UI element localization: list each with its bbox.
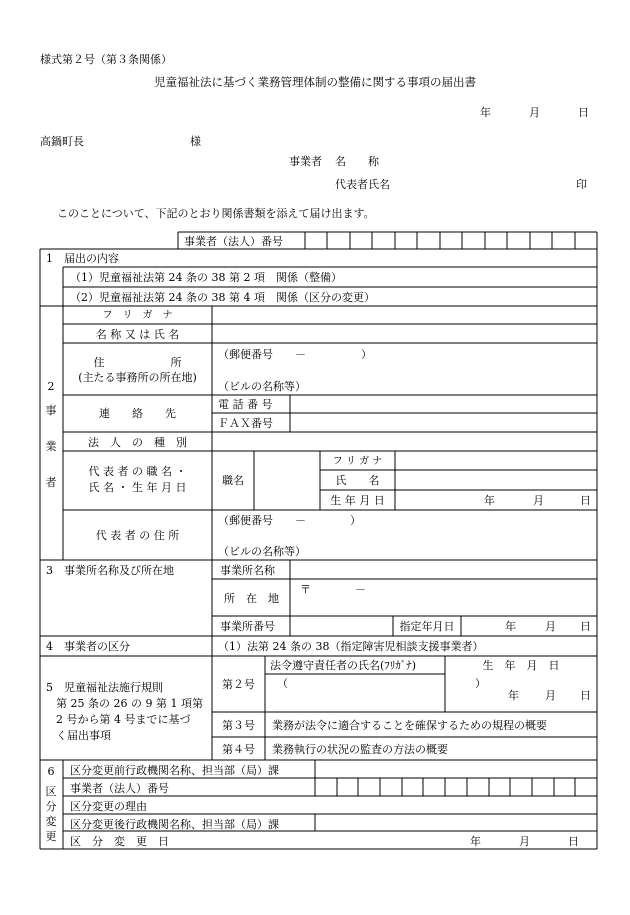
section2-char3: 者 bbox=[45, 476, 57, 489]
section2-number: 2 bbox=[47, 380, 55, 393]
address-label: 住 所 bbox=[93, 356, 182, 369]
date-month: 月 bbox=[529, 106, 540, 119]
officer-name-paren: （ ） bbox=[277, 677, 486, 690]
form-title: 児童福祉法に基づく業務管理体制の整備に関する事項の届出書 bbox=[154, 75, 476, 89]
item-no4-label: 第４号 bbox=[222, 743, 255, 756]
address-sublabel: (主たる事務所の所在地) bbox=[78, 371, 197, 384]
section6-row4: 区分変更後行政機関名称、担当部（局）課 bbox=[70, 818, 279, 831]
section1-item1: （1）児童福祉法第 24 条の 38 第 2 項 関係（整備） bbox=[70, 271, 342, 284]
rep-furigana-label: フ リ ガ ナ bbox=[332, 456, 383, 467]
rep-building-field: （ビルの名称等） bbox=[218, 545, 306, 558]
section6-number: 6 bbox=[47, 765, 55, 778]
tel-label: 電 話 番 号 bbox=[218, 398, 273, 411]
section5-title-line2: 第 25 条の 26 の 9 第 1 項第 bbox=[56, 697, 203, 710]
section4-title: 4 事業者の区分 bbox=[46, 640, 130, 653]
officer-birth-month: 月 bbox=[545, 689, 556, 702]
section6-row2: 事業者（法人）番号 bbox=[70, 782, 169, 795]
item-no2-label: 第２号 bbox=[222, 678, 255, 691]
section6-char4: 更 bbox=[45, 830, 57, 843]
section6-row5: 区 分 変 更 日 bbox=[70, 835, 169, 848]
business-label: 事業者 bbox=[289, 155, 322, 168]
date-day: 日 bbox=[578, 106, 589, 119]
item-no3-label: 第３号 bbox=[222, 719, 255, 732]
section6-row1: 区分変更前行政機関名称、担当部（局）課 bbox=[70, 764, 279, 777]
corp-type-label: 法 人 の 種 別 bbox=[88, 436, 187, 449]
change-day: 日 bbox=[568, 835, 579, 848]
rep-name-label: 代表者氏名 bbox=[335, 178, 390, 191]
office-name-label: 事業所名称 bbox=[220, 564, 275, 577]
designated-month: 月 bbox=[545, 620, 556, 633]
officer-birth-day: 日 bbox=[580, 689, 591, 702]
designated-year: 年 bbox=[505, 620, 516, 633]
location-label: 所 在 地 bbox=[224, 592, 279, 605]
birth-label: 生 年 月 日 bbox=[330, 494, 385, 507]
corp-number-label: 事業者（法人）番号 bbox=[184, 235, 283, 248]
compliance-officer-label: 法令遵守責任者の氏名(ﾌﾘｶﾞﾅ) bbox=[270, 659, 417, 672]
postal-code-field: （郵便番号 － ） bbox=[218, 348, 372, 361]
section6-char1: 区 bbox=[45, 785, 57, 798]
fax-label: ＦＡＸ番号 bbox=[218, 417, 273, 430]
section2-char2: 業 bbox=[45, 440, 57, 453]
officer-birth-label: 生 年 月 日 bbox=[482, 659, 560, 672]
section3-title: 3 事業所名称及び所在地 bbox=[46, 564, 174, 577]
position-label: 職名 bbox=[222, 474, 244, 487]
intro-text: このことについて、下記のとおり関係書類を添えて届け出ます。 bbox=[57, 207, 375, 220]
honorific: 様 bbox=[190, 135, 201, 148]
section5-title-line4: く届出事項 bbox=[56, 729, 111, 742]
form-number: 様式第２号（第３条関係） bbox=[40, 53, 172, 66]
rep-address-label: 代 表 者 の 住 所 bbox=[95, 529, 180, 542]
birth-year: 年 bbox=[484, 494, 495, 507]
birth-day: 日 bbox=[580, 494, 591, 507]
change-month: 月 bbox=[519, 835, 530, 848]
addressee: 高鍋町長 bbox=[40, 135, 84, 148]
furigana-label: フ リ ガ ナ bbox=[102, 310, 173, 321]
rep-title-line1: 代 表 者 の 職 名 ・ bbox=[88, 465, 187, 478]
section6-char2: 分 bbox=[45, 800, 57, 813]
section5-title-line1: 5 児童福祉法施行規則 bbox=[46, 681, 163, 694]
rep-postal-field: （郵便番号 － ） bbox=[218, 514, 361, 527]
section1-item2: （2）児童福祉法第 24 条の 38 第 4 項 関係（区分の変更） bbox=[70, 291, 375, 304]
date-year: 年 bbox=[480, 106, 491, 119]
business-name-label: 名 称 bbox=[335, 155, 379, 168]
item-no4-text: 業務執行の状況の監査の方法の概要 bbox=[272, 743, 448, 756]
seal-mark: 印 bbox=[576, 178, 587, 191]
section1-title: 1 届出の内容 bbox=[46, 252, 119, 265]
postal-mark: 〒 － bbox=[300, 583, 366, 596]
section6-char3: 変 bbox=[45, 815, 57, 828]
office-number-label: 事業所番号 bbox=[220, 620, 275, 633]
birth-month: 月 bbox=[533, 494, 544, 507]
item-no3-text: 業務が法令に適合することを確保するための規程の概要 bbox=[272, 719, 547, 732]
section6-row3: 区分変更の理由 bbox=[70, 800, 147, 813]
designated-day: 日 bbox=[580, 620, 591, 633]
section4-value: （1）法第 24 条の 38（指定障害児相談支援事業者） bbox=[218, 640, 484, 653]
name-label: 名 称 又 は 氏 名 bbox=[95, 328, 180, 341]
rep-name-label-cell: 氏 名 bbox=[335, 474, 380, 487]
section5-title-line3: 2 号から第 4 号までに基づ bbox=[56, 713, 191, 726]
designated-date-label: 指定年月日 bbox=[399, 620, 455, 633]
building-name-field: （ビルの名称等） bbox=[218, 380, 306, 393]
section2-char1: 事 bbox=[45, 404, 57, 417]
contact-label: 連 絡 先 bbox=[99, 407, 176, 420]
rep-title-line2: 氏 名 ・ 生 年 月 日 bbox=[88, 481, 187, 494]
officer-birth-year: 年 bbox=[508, 689, 519, 702]
change-year: 年 bbox=[470, 835, 481, 848]
